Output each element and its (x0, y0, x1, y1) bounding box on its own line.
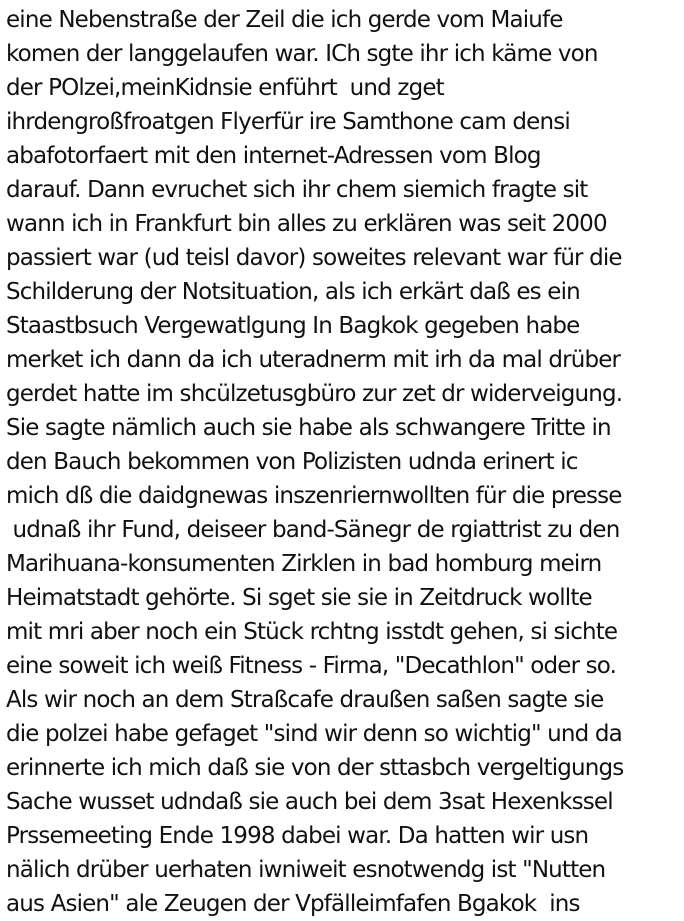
text-line: mich dß die daidgnewas inszenriernwollten für die presse (6, 483, 622, 509)
text-line: erinnerte ich mich daß sie von der sttasbch vergeltigungs (6, 755, 624, 781)
text-line: passiert war (ud teisl davor) soweites relevant war für die (6, 245, 622, 271)
text-line: Heimatstadt gehörte. Si sget sie sie in Zeitdruck wollte (6, 585, 592, 611)
text-line: mit mri aber noch ein Stück rchtng isstdt gehen, si sichte (6, 619, 618, 645)
text-line: nälich drüber uerhaten iwniweit esnotwendg ist "Nutten (6, 857, 606, 883)
text-line: ihrdengroßfroatgen Flyerfür ire Samthone cam densi (6, 109, 570, 135)
body-text (6, 0, 684, 921)
text-line: gerdet hatte im shcülzetusgbüro zur zet dr widerveigung. (6, 381, 623, 407)
text-line: udnaß ihr Fund, deiseer band-Sänegr de rgiattrist zu den (6, 517, 620, 543)
text-line: wann ich in Frankfurt bin alles zu erklären was seit 2000 (6, 211, 607, 237)
text-line: die polzei habe gefaget "sind wir denn so wichtig" und da (6, 721, 622, 747)
text-line: darauf. Dann evruchet sich ihr chem siemich fragte sit (6, 177, 588, 203)
text-line: Staastbsuch Vergewatlgung In Bagkok gegeben habe (6, 313, 580, 339)
text-line: Marihuana-konsumenten Zirklen in bad homburg meirn (6, 551, 602, 577)
text-line: Prssemeeting Ende 1998 dabei war. Da hatten wir usn (6, 823, 589, 849)
text-line: merket ich dann da ich uteradnerm mit irh da mal drüber (6, 347, 621, 373)
text-line: abafotorfaert mit den internet-Adressen vom Blog (6, 143, 541, 169)
text-line: Schilderung der Notsituation, als ich erkärt daß es ein (6, 279, 580, 305)
text-line: eine Nebenstraße der Zeil die ich gerde vom Maiufe (6, 7, 563, 33)
text-line: Sache wusset udndaß sie auch bei dem 3sat Hexenkssel (6, 789, 613, 815)
text-line: den Bauch bekommen von Polizisten udnda erinert ic (6, 449, 578, 475)
text-line: aus Asien" ale Zeugen der Vpfälleimfafen Bgakok ins (6, 891, 580, 917)
text-line: eine soweit ich weiß Fitness - Firma, "Decathlon" oder so. (6, 653, 617, 679)
text-line: der POlzei,meinKidnsie enführt und zget (6, 75, 444, 101)
text-line: Sie sagte nämlich auch sie habe als schwangere Tritte in (6, 415, 611, 441)
text-line: Als wir noch an dem Straßcafe draußen saßen sagte sie (6, 687, 604, 713)
text-line: komen der langgelaufen war. ICh sgte ihr ich käme von (6, 41, 598, 67)
